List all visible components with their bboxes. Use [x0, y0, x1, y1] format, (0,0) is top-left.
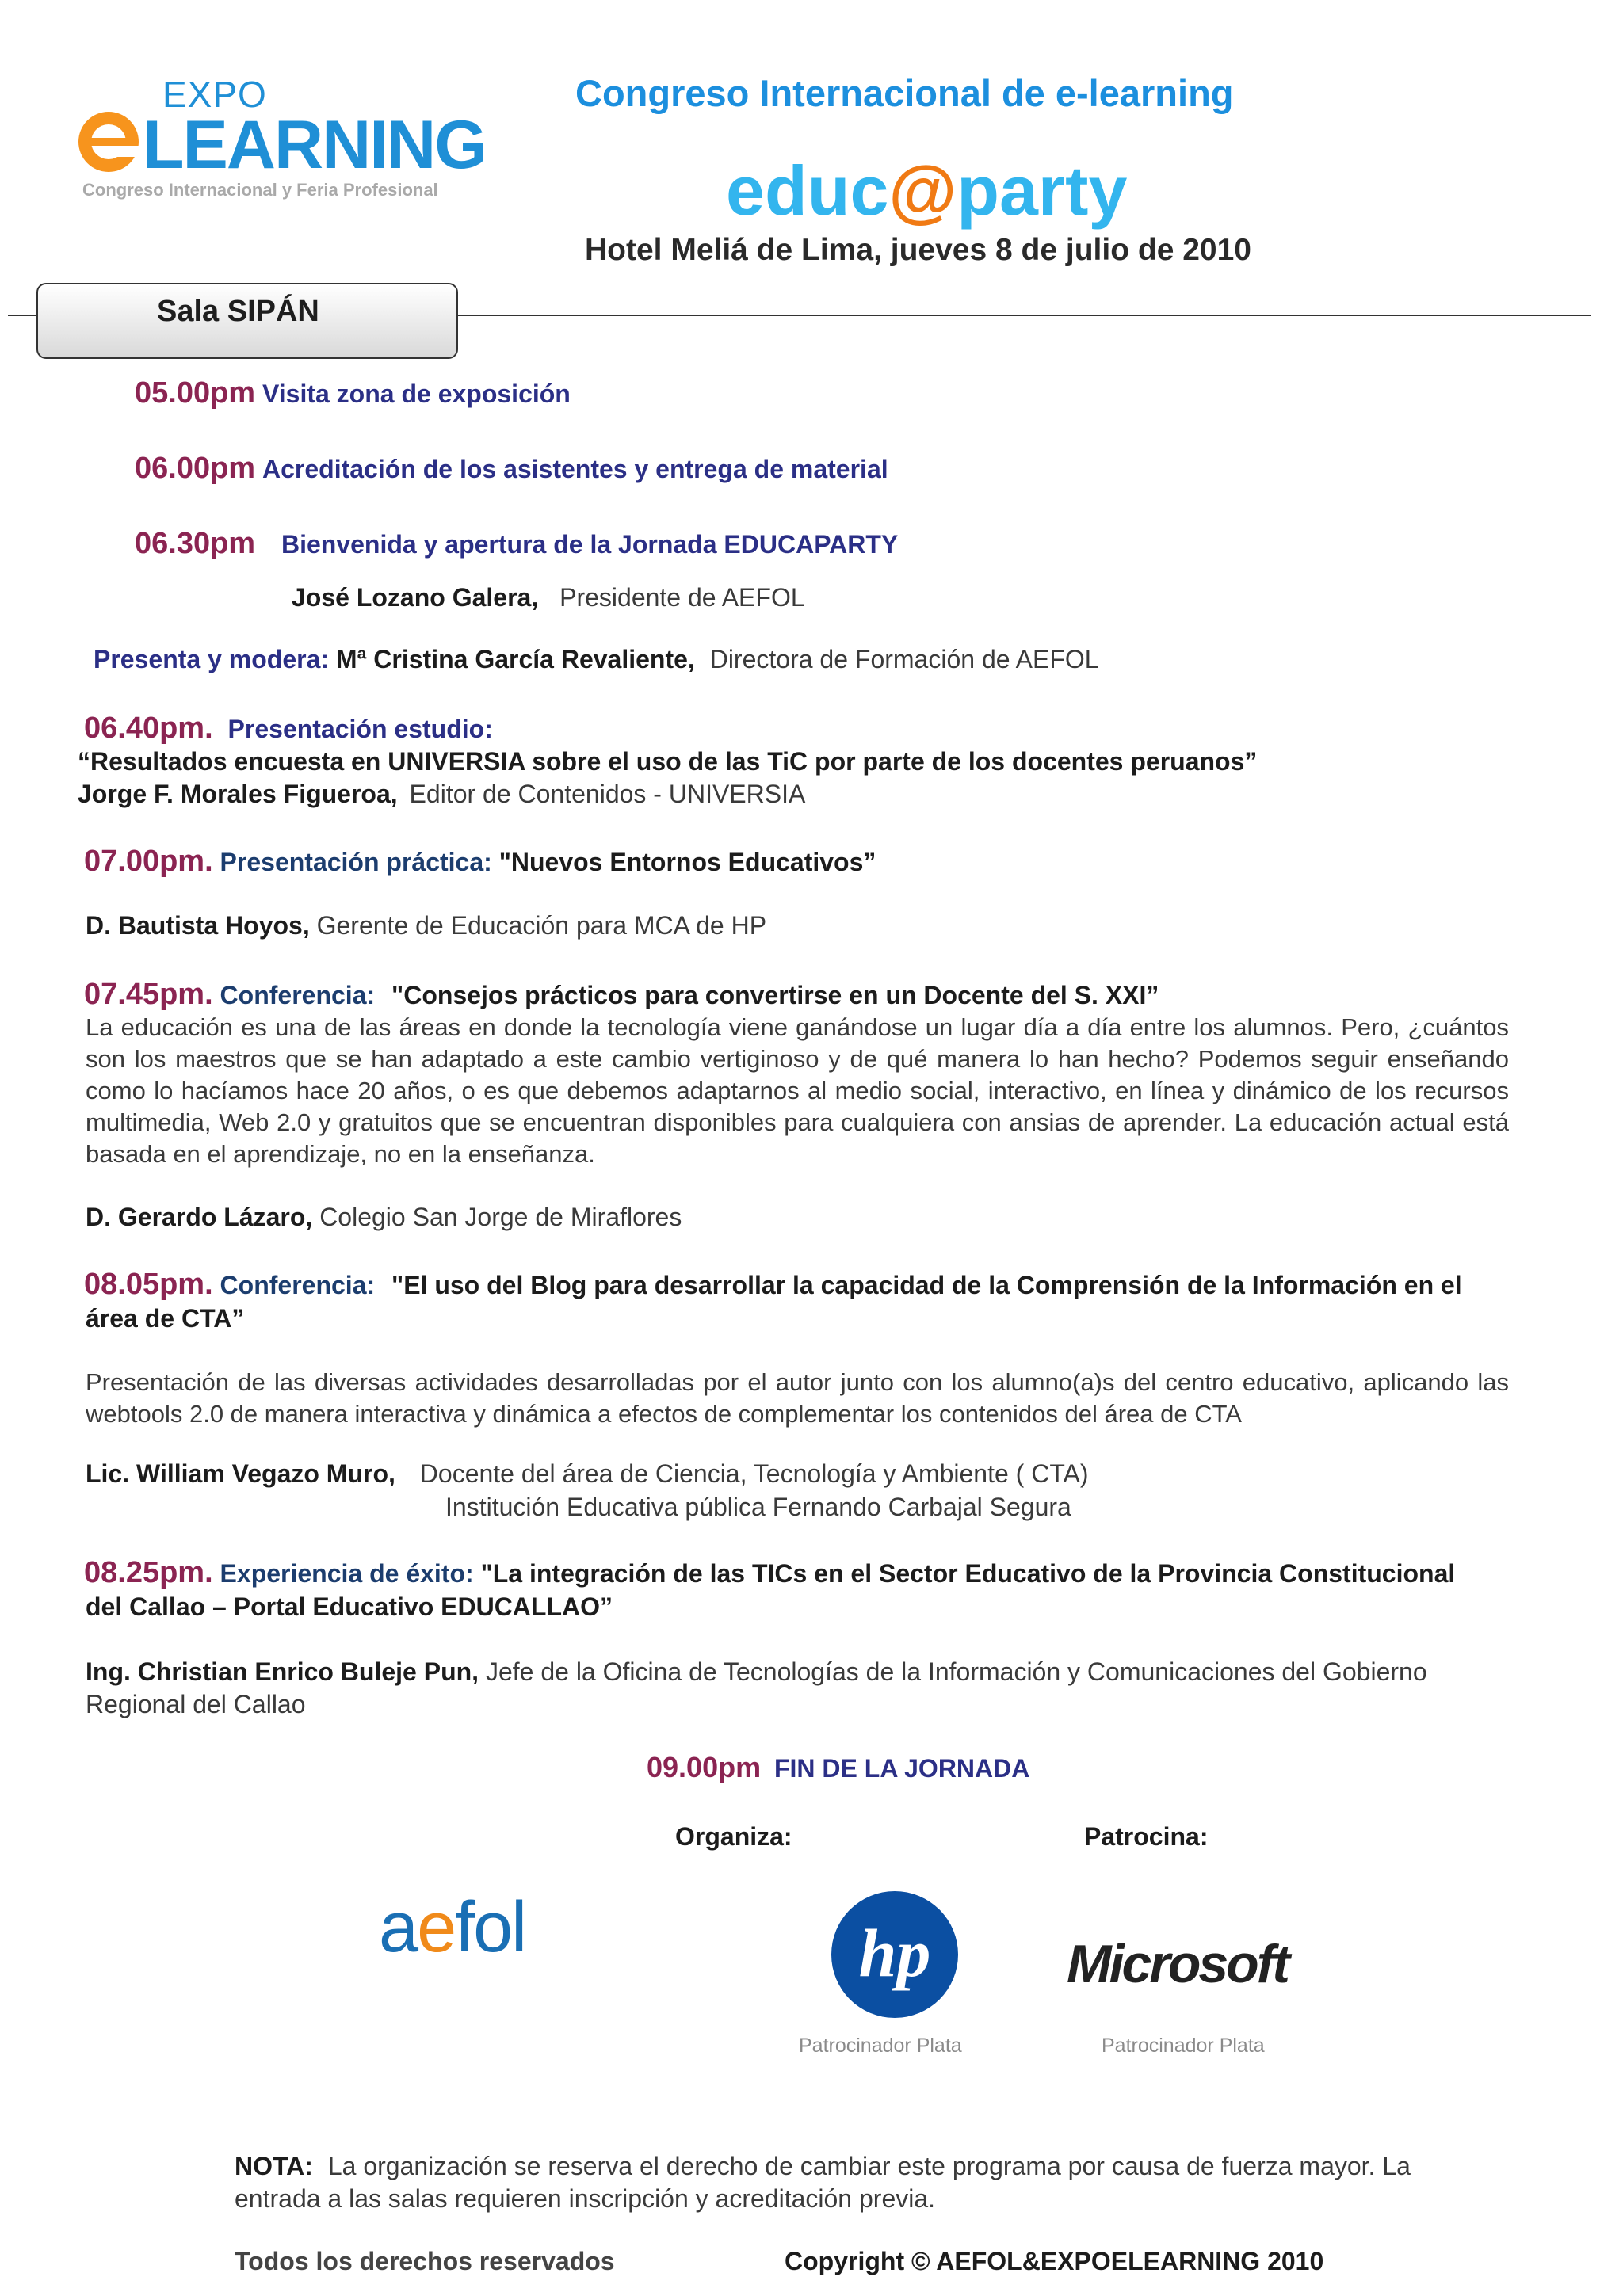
- item-time: 06.00pm: [135, 452, 256, 485]
- item-title: "El uso del Blog para desarrollar la capacidad de la Comprensión de la Información en el: [391, 1271, 1462, 1299]
- item-description: La educación es una de las áreas en donde la tecnología viene ganándose un lugar día a día entre los alumnos. Pero, ¿cuántos son los maestros que se han adaptado a este cambio vertiginoso y de qué manera lo han hecho? Podemos seguir enseñando como lo hacíamos hace 20 años, o es que debemos adaptarnos al medio social, interactivo, en línea y dinámico de los recursos multimedia, Web 2.0 y gratuitos que se encuentran disponibles para cualquiera con ansias de aprender. La educación actual está basada en el aprendizaje, no en la enseñanza.: [86, 1013, 1509, 1168]
- speaker-role-continued: Institución Educativa pública Fernando Carbajal Segura: [445, 1493, 1071, 1521]
- item-time: 05.00pm: [135, 376, 256, 410]
- speaker-name: D. Gerardo Lázaro,: [86, 1203, 313, 1231]
- schedule-item-8: [84, 1556, 1455, 1590]
- note-text: La organización se reserva el derecho de cambiar este programa por causa de fuerza mayor. La: [327, 2152, 1411, 2180]
- item-time: 06.40pm.: [84, 711, 213, 745]
- item-time: 07.45pm.: [84, 978, 213, 1011]
- schedule-item-3: [135, 527, 898, 561]
- rights-reserved: Todos los derechos reservados: [235, 2247, 615, 2275]
- speaker-role: Colegio San Jorge de Miraflores: [319, 1203, 682, 1231]
- speaker-name: Ing. Christian Enrico Buleje Pun,: [86, 1657, 479, 1686]
- speaker-role: Presidente de AEFOL: [559, 583, 805, 612]
- item-title-continued: área de CTA”: [86, 1304, 245, 1333]
- speaker-name: D. Bautista Hoyos,: [86, 911, 310, 940]
- schedule-end: [647, 1751, 1029, 1784]
- item-title: "Nuevos Entornos Educativos”: [498, 848, 876, 876]
- speaker-name: Jorge F. Morales Figueroa,: [78, 780, 398, 808]
- speaker-line: [86, 1459, 1089, 1489]
- speaker-role: Editor de Contenidos - UNIVERSIA: [409, 780, 806, 808]
- organizer-label: Organiza:: [675, 1822, 792, 1851]
- item-title: Bienvenida y apertura de la Jornada EDUCAPARTY: [281, 530, 899, 559]
- item-type: Conferencia:: [220, 1271, 376, 1299]
- microsoft-logo: Microsoft: [1067, 1934, 1288, 1994]
- moderator-line: [94, 645, 1099, 674]
- logo-learning-text: LEARNING: [143, 107, 487, 183]
- speaker-line: [86, 911, 766, 940]
- item-type: Presentación estudio:: [227, 715, 493, 743]
- venue-date: Hotel Meliá de Lima, jueves 8 de julio de 2010: [585, 233, 1251, 267]
- schedule-item-7: [84, 1268, 1462, 1302]
- item-time: 09.00pm: [647, 1751, 762, 1783]
- moderator-label: Presenta y modera:: [94, 645, 330, 673]
- speaker-name: Lic. William Vegazo Muro,: [86, 1459, 395, 1488]
- note-line-2: entrada a las salas requieren inscripción y acreditación previa.: [235, 2184, 936, 2213]
- schedule-item-1: [135, 376, 571, 410]
- item-description: Presentación de las diversas actividades desarrolladas por el autor junto con los alumno(a)s del centro educativo, aplicando las webtools 2.0 de manera interactiva y dinámica a efectos de complementar los contenidos del área de CTA: [86, 1368, 1509, 1428]
- speaker-role-continued: Regional del Callao: [86, 1690, 306, 1718]
- speaker-line: [78, 780, 805, 809]
- schedule-item-6: [84, 978, 1159, 1012]
- item-type: Presentación práctica:: [220, 848, 492, 876]
- moderator-name: Mª Cristina García Revaliente,: [335, 645, 695, 673]
- item-title-continued: del Callao – Portal Educativo EDUCALLAO”: [86, 1592, 613, 1621]
- schedule-item-2: [135, 452, 888, 486]
- moderator-role: Directora de Formación de AEFOL: [709, 645, 1099, 673]
- item-title: Acreditación de los asistentes y entrega de material: [262, 455, 888, 483]
- congress-title: Congreso Internacional de e-learning: [575, 72, 1234, 114]
- item-time: 07.00pm.: [84, 845, 213, 878]
- logo-expo-text: EXPO: [162, 74, 267, 115]
- speaker-line: [86, 1203, 682, 1232]
- schedule-item-5: [84, 845, 876, 879]
- speaker-name: José Lozano Galera,: [292, 583, 539, 612]
- item-time: 06.30pm: [135, 527, 256, 560]
- sponsor-label: Patrocina:: [1084, 1822, 1209, 1851]
- item-time: 08.05pm.: [84, 1268, 213, 1301]
- item-time: 08.25pm.: [84, 1556, 213, 1589]
- educaparty-title: [726, 151, 1127, 231]
- party-left: educ: [726, 151, 889, 230]
- party-right: party: [957, 151, 1128, 230]
- speaker-role: Docente del área de Ciencia, Tecnología y Ambiente ( CTA): [419, 1459, 1089, 1488]
- speaker-role: Jefe de la Oficina de Tecnologías de la Información y Comunicaciones del Gobierno: [485, 1657, 1427, 1686]
- item-title: “Resultados encuesta en UNIVERSIA sobre el uso de las TiC por parte de los docentes peruanos”: [78, 747, 1258, 776]
- microsoft-sponsor-tier: Patrocinador Plata: [1102, 2035, 1265, 2057]
- hp-sponsor-tier: Patrocinador Plata: [799, 2035, 962, 2057]
- speaker-line: [292, 583, 805, 612]
- schedule-item-4: [84, 711, 493, 746]
- speaker-line: [86, 1657, 1427, 1687]
- logo-subtitle: Congreso Internacional y Feria Profesional: [82, 180, 438, 200]
- hp-logo: [827, 1887, 962, 2022]
- speaker-role: Gerente de Educación para MCA de HP: [316, 911, 767, 940]
- logo-e-icon: [78, 111, 139, 173]
- aefol-logo-a: a: [379, 1888, 418, 1967]
- room-name: Sala SIPÁN: [157, 295, 319, 328]
- item-title: Visita zona de exposición: [262, 379, 571, 408]
- item-title: "La integración de las TICs en el Sector Educativo de la Provincia Constitucional: [480, 1559, 1456, 1588]
- item-type: Experiencia de éxito:: [220, 1559, 474, 1588]
- item-title: FIN DE LA JORNADA: [773, 1754, 1030, 1783]
- copyright: Copyright © AEFOL&EXPOELEARNING 2010: [785, 2247, 1324, 2275]
- aefol-logo-rest: fol: [455, 1888, 526, 1967]
- party-at: @: [888, 151, 957, 230]
- item-title: "Consejos prácticos para convertirse en un Docente del S. XXI”: [391, 981, 1159, 1009]
- note-label: NOTA:: [235, 2152, 313, 2180]
- hp-logo-text: hp: [858, 1915, 931, 1991]
- note-line-1: [235, 2152, 1411, 2181]
- item-type: Conferencia:: [220, 981, 376, 1009]
- aefol-logo-e: e: [417, 1888, 456, 1967]
- aefol-logo: [379, 1887, 525, 1969]
